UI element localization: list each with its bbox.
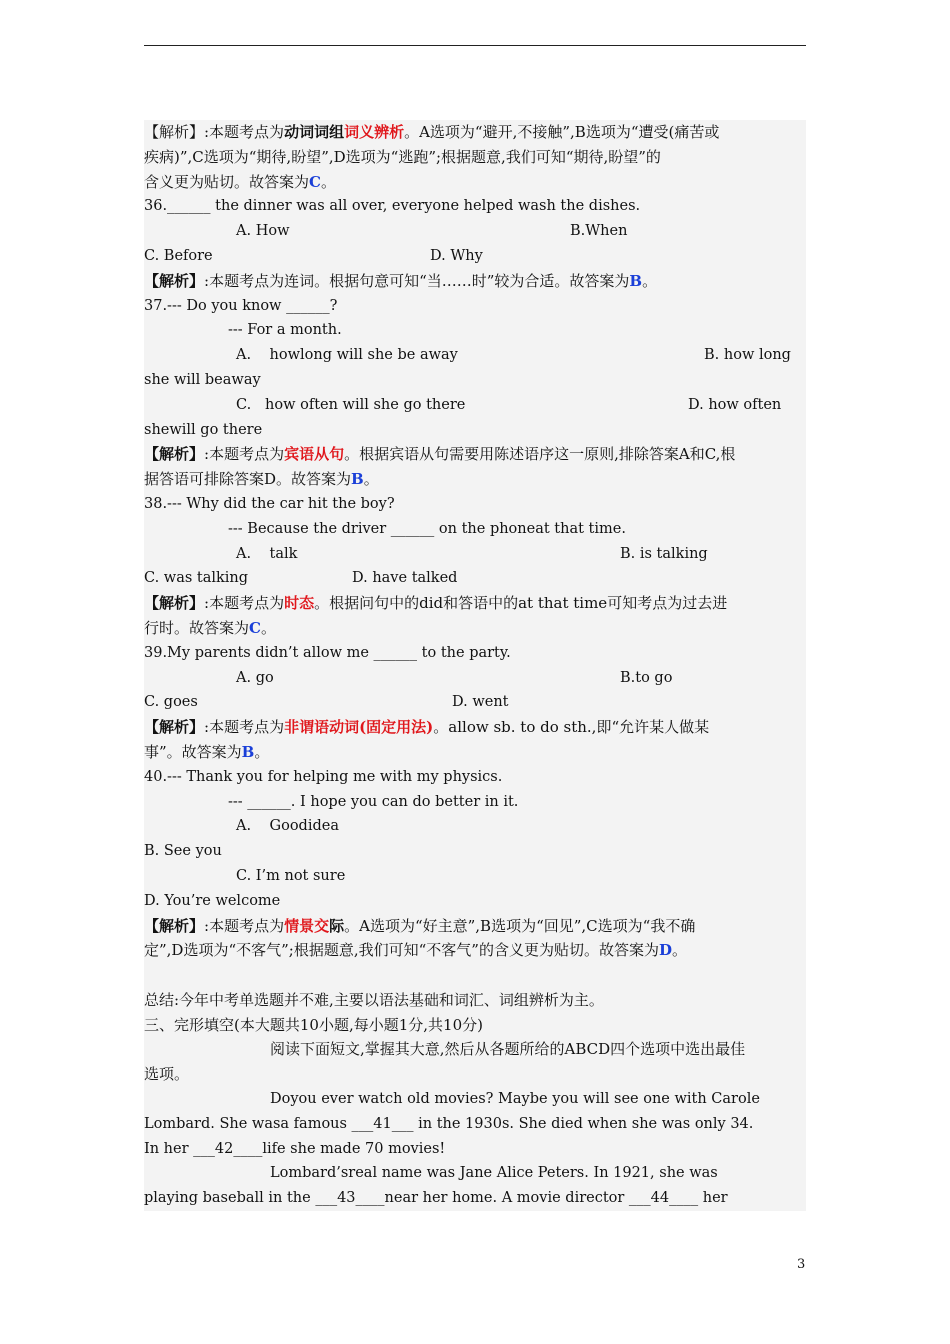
text-line [144,219,806,244]
text-line [144,715,806,740]
answer-letter: C [309,172,321,191]
text-segment [620,666,672,691]
text-segment [144,690,198,715]
keyword-highlight: 词义辨析 [344,123,405,141]
text-line [144,1137,806,1162]
text-run: --- Because the driver ______ on the phoneat that time. [228,520,626,537]
text-segment [236,542,297,567]
text-segment [144,1186,728,1211]
text-line [144,1186,806,1211]
text-segment [144,616,276,641]
text-run: D. You’re welcome [144,892,281,909]
text-run: A. howlong will she be away [236,347,458,364]
text-run: 。 [363,470,379,489]
text-line [144,120,806,145]
text-run: :本题考点为连词。根据句意可知“当……时”较为合适。故答案为 [204,271,630,290]
text-run: B. is talking [620,545,708,562]
text-line [144,765,806,790]
text-segment [144,170,336,195]
answer-letter: B [351,470,364,489]
text-line [144,244,806,269]
text-run: 。A选项为“好主意”,B选项为“回见”,C选项为“我不确 [344,916,696,935]
text-run: she will beaway [144,371,261,388]
text-run: 疾病)”,C选项为“期待,盼望”,D选项为“逃跑”;根据题意,我们可知“期待,盼望”的 [144,147,661,166]
text-run: 。根据问句中的did和答语中的at that time可知考点为过去进 [314,594,728,613]
text-run: Doyou ever watch old movies? Maybe you will see one with Carole [270,1091,760,1108]
text-line [144,641,806,666]
text-line [144,616,806,641]
text-run: C. how often will she go there [236,396,466,413]
text-run: :本题考点为 [204,718,285,737]
text-line [144,145,806,170]
text-line [144,269,806,294]
text-run: 定”,D选项为“不客气”;根据题意,我们可知“不客气”的含义更为贴切。故答案为 [144,941,659,960]
text-segment [236,343,458,368]
text-segment [704,343,791,368]
text-segment [144,418,262,443]
answer-letter: B [241,742,255,761]
text-run: --- ______. I hope you can do better in it. [228,793,519,810]
answer-letter: B [629,271,643,290]
text-line [144,1037,806,1062]
text-segment [270,1037,745,1062]
text-segment [228,790,518,815]
text-run: 【解析】:本题考点为 [144,123,285,141]
text-segment [144,914,695,939]
answer-letter: D [658,941,672,960]
text-run: Lombard. She wasa famous ___41___ in the 1930s. She died when she was only 34. [144,1115,754,1132]
text-segment [620,542,708,567]
text-line [144,418,806,443]
keyword-highlight: 时态 [284,594,315,613]
text-segment [144,269,657,294]
text-run: B. See you [144,843,222,860]
text-segment [144,368,261,393]
text-segment [430,244,483,269]
text-segment [270,1087,760,1112]
text-run: 。 [642,271,658,290]
text-run: 38.--- Why did the car hit the boy? [144,495,395,512]
text-run: 。A选项为“避开,不接触”,B选项为“遭受(痛苦或 [404,123,720,141]
text-run: :本题考点为 [204,916,285,935]
text-run: :本题考点为 [204,445,285,464]
text-run: 行时。故答案为 [144,618,250,637]
text-segment [352,566,457,591]
text-run: 37.--- Do you know ______? [144,297,338,314]
text-run: 。 [671,941,687,960]
text-line [144,591,806,616]
text-run: A. go [236,669,274,686]
text-run: 【解析】 [144,718,205,737]
text-line [144,839,806,864]
text-line [144,1112,806,1137]
text-line [144,542,806,567]
text-segment [270,1161,718,1186]
text-segment [144,591,727,616]
text-run: 。根据宾语从句需要用陈述语序这一原则,排除答案A和C,根 [344,445,736,464]
text-segment [144,889,280,914]
text-run: A. How [236,223,290,240]
document-body [144,120,806,1211]
text-line [144,442,806,467]
text-segment [228,318,342,343]
text-segment [144,1137,445,1162]
answer-letter: C [249,618,261,637]
text-run: Lombard’sreal name was Jane Alice Peters. In 1921, she was [270,1165,718,1182]
text-run: A. talk [236,545,298,562]
text-line [144,938,806,963]
text-run: :本题考点为 [204,594,285,613]
text-run: 。 [254,742,270,761]
text-segment [144,1013,483,1038]
text-line [144,889,806,914]
text-segment [144,765,502,790]
text-line [144,740,806,765]
text-run: D. have talked [352,570,458,587]
text-run: shewill go there [144,421,263,438]
text-line [144,1161,806,1186]
text-line [144,864,806,889]
page-number: 3 [797,1257,806,1272]
text-run: D. how often [688,396,782,413]
text-run: 【解析】 [144,445,205,464]
text-segment [236,864,345,889]
text-line [144,1013,806,1038]
text-line [144,988,806,1013]
text-line [144,393,806,418]
keyword-highlight: 非谓语动词(固定用法) [284,718,434,737]
text-run: 【解析】 [144,594,205,613]
text-segment [570,219,627,244]
text-run: --- For a month. [228,322,342,339]
text-run: 含义更为贴切。故答案为 [144,172,310,191]
text-run: 选项。 [144,1065,190,1084]
text-run: 。allow sb. to do sth.,即“允许某人做某 [433,718,710,737]
text-run: 据答语可排除答案D。故答案为 [144,470,352,489]
text-segment [144,467,379,492]
text-segment [236,666,274,691]
text-run: C. goes [144,694,198,711]
text-segment [144,740,269,765]
text-segment [144,244,213,269]
text-segment [228,517,626,542]
text-run: playing baseball in the ___43____near her home. A movie director ___44____ her [144,1190,728,1207]
text-line [144,790,806,815]
text-segment [236,219,289,244]
text-run: 39.My parents didn’t allow me ______ to the party. [144,644,511,661]
text-run: C. was talking [144,570,249,587]
text-segment [144,120,719,145]
text-run: In her ___42____life she made 70 movies! [144,1140,446,1157]
text-line [144,666,806,691]
text-line [144,690,806,715]
text-run: 动词词组 [284,123,345,141]
text-segment [144,442,735,467]
text-segment [236,393,465,418]
text-run: 阅读下面短文,掌握其大意,然后从各题所给的ABCD四个选项中选出最佳 [270,1040,746,1059]
text-segment [144,492,395,517]
text-run: A. Goodidea [236,818,339,835]
text-run: B.When [570,223,628,240]
text-segment [452,690,509,715]
text-segment [144,715,709,740]
text-line [144,492,806,517]
text-line [144,368,806,393]
text-line [144,566,806,591]
text-segment [688,393,781,418]
text-run: 际 [329,916,345,935]
text-segment [144,839,222,864]
text-run: B.to go [620,669,673,686]
text-run: 事”。故答案为 [144,742,242,761]
text-line [144,194,806,219]
text-line [144,343,806,368]
text-run: 40.--- Thank you for helping me with my physics. [144,768,503,785]
text-run: 36.______ the dinner was all over, everyone helped wash the dishes. [144,198,641,215]
text-line [144,467,806,492]
keyword-highlight: 宾语从句 [284,445,345,464]
text-run: D. Why [430,247,483,264]
text-run: 总结:今年中考单选题并不难,主要以语法基础和词汇、词组辨析为主。 [144,990,604,1009]
text-segment [144,194,640,219]
text-segment [144,1112,753,1137]
text-run: 【解析】 [144,271,205,290]
text-segment [144,641,511,666]
text-line [144,318,806,343]
text-line [144,1087,806,1112]
text-run: 三、完形填空(本大题共10小题,每小题1分,共10分) [144,1015,483,1034]
text-line [144,294,806,319]
header-rule [144,45,806,46]
text-run: C. Before [144,247,213,264]
text-run: 。 [320,172,336,191]
text-segment [144,938,687,963]
text-segment [236,814,339,839]
text-segment [144,1062,189,1087]
text-run: 【解析】 [144,916,205,935]
text-run: C. I’m not sure [236,867,346,884]
keyword-highlight: 情景交 [284,916,330,935]
text-line [144,963,806,988]
text-segment [144,988,604,1013]
text-line [144,814,806,839]
text-segment [144,566,248,591]
text-line [144,1062,806,1087]
text-segment [144,145,661,170]
text-run: B. how long [704,347,791,364]
text-line [144,517,806,542]
text-run: 。 [260,618,276,637]
text-run: D. went [452,694,509,711]
text-line [144,170,806,195]
text-segment [144,294,337,319]
text-line [144,914,806,939]
